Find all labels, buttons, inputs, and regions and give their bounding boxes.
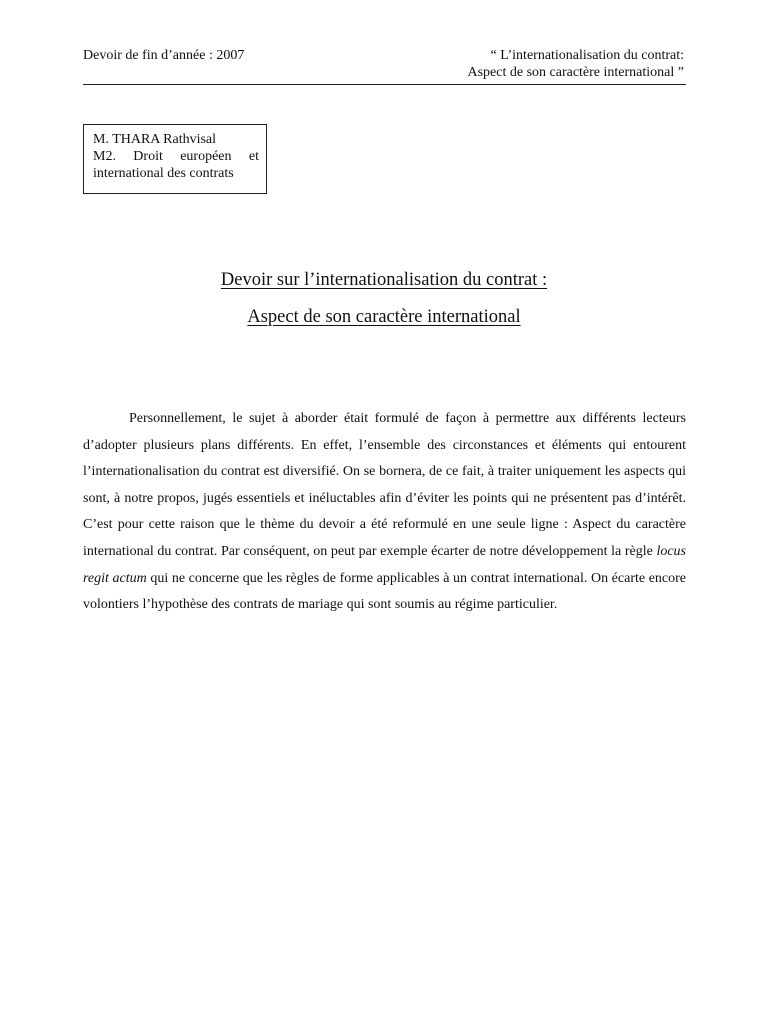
- author-name: M. THARA Rathvisal: [93, 132, 217, 147]
- program-word-1: M2.: [93, 149, 116, 164]
- document-title-line-1: [0, 270, 768, 291]
- author-info-box: [83, 124, 267, 194]
- document-title-line-2: [0, 307, 768, 328]
- header-subject-line-1: “ L’internationalisation du contrat:: [490, 48, 684, 63]
- header-subject-line-2: Aspect de son caractère international ”: [467, 65, 684, 80]
- program-word-2: Droit: [133, 149, 163, 164]
- body-paragraph: [83, 406, 686, 619]
- header-subject: [467, 47, 684, 81]
- program-word-3: européen: [180, 149, 232, 164]
- header-year-label: Devoir de fin d’année : 2007: [83, 48, 245, 63]
- title-line-1-text: Devoir sur l’internationalisation du contrat :: [220, 270, 548, 290]
- author-program-line-1: [93, 148, 259, 165]
- author-program-line-2: international des contrats: [93, 166, 234, 181]
- program-word-4: et: [248, 149, 259, 164]
- title-line-2-text: Aspect de son caractère international: [247, 307, 521, 327]
- body-text-part-1: Personnellement, le sujet à aborder était formulé de façon à permettre aux différents lecteurs d’adopter plusieurs plans différents. En effet, l’ensemble des circonstances et éléments qui entourent l’internationalisation du contrat est diversifié. On se bornera, de ce fait, à traiter uniquement les aspects qui sont, à notre propos, jugés essentiels et inéluctables afin d’éviter les points qui ne présentent pas d’intérêt. C’est pour cette raison que le thème du devoir a été reformulé en une seule ligne : Aspect du caractère international du contrat. Par conséquent, on peut par exemple écarter de notre développement la règle: [83, 411, 686, 559]
- body-text-latin-phrase: locus regit actum: [83, 543, 686, 586]
- header-divider: [83, 84, 686, 85]
- body-text-part-2: qui ne concerne que les règles de forme applicables à un contrat international. On écarte encore volontiers l’hypothèse des contrats de mariage qui sont soumis au régime particulier.: [83, 570, 686, 613]
